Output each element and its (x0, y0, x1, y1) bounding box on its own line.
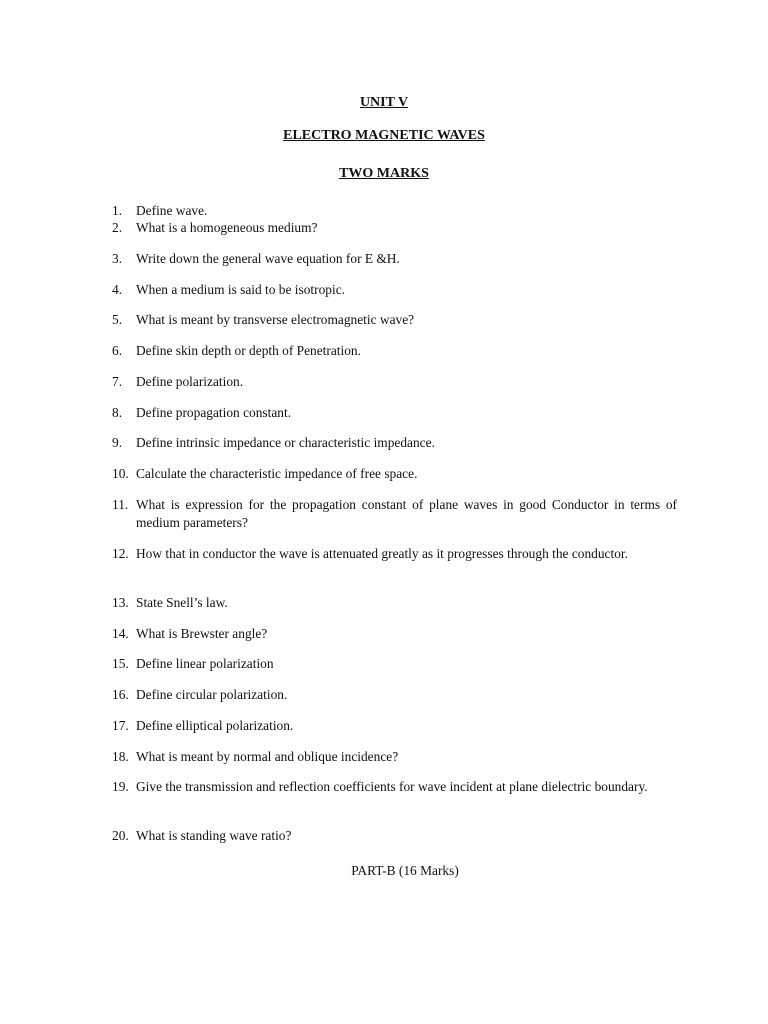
question-number: 18. (112, 749, 129, 764)
question-text: What is meant by transverse electromagnetic wave? (136, 312, 415, 327)
question-item (112, 594, 677, 612)
part-b-heading: PART-B (16 Marks) (351, 863, 459, 878)
question-text: Write down the general wave equation for E &H. (136, 251, 400, 266)
question-number: 17. (112, 718, 129, 733)
question-number: 13. (112, 595, 129, 610)
question-item (112, 373, 677, 391)
question-item (112, 342, 677, 360)
question-text: Define skin depth or depth of Penetration. (136, 343, 361, 358)
question-number: 4. (112, 282, 123, 297)
question-text: Define circular polarization. (136, 687, 288, 702)
question-text: Give the transmission and reflection coefficients for wave incident at plane dielectric boundary. (136, 779, 648, 794)
question-number: 3. (112, 251, 123, 266)
question-item (112, 717, 677, 735)
question-text: What is meant by normal and oblique incidence? (136, 749, 399, 764)
question-item (112, 281, 677, 299)
question-number: 9. (112, 435, 123, 450)
question-text: What is a homogeneous medium? (136, 220, 318, 235)
question-item (112, 625, 677, 643)
question-item (112, 686, 677, 704)
question-item (112, 655, 677, 673)
question-number: 10. (112, 466, 129, 481)
question-item (112, 219, 677, 237)
question-number: 1. (112, 203, 123, 218)
unit-heading: UNIT V (359, 95, 409, 110)
question-item (112, 404, 677, 422)
question-text: Define polarization. (136, 374, 244, 389)
question-item (112, 465, 677, 483)
question-text: Define propagation constant. (136, 405, 292, 420)
question-item (112, 202, 677, 220)
question-text: Define linear polarization (136, 656, 274, 671)
question-item (112, 250, 677, 268)
question-number: 15. (112, 656, 129, 671)
question-item (112, 434, 677, 452)
question-number: 19. (112, 779, 129, 794)
question-number: 16. (112, 687, 129, 702)
question-item (112, 545, 677, 563)
question-number: 11. (112, 497, 129, 512)
topic-heading: ELECTRO MAGNETIC WAVES (283, 128, 485, 143)
question-text: Define intrinsic impedance or characteristic impedance. (136, 435, 435, 450)
question-text: What is Brewster angle? (136, 626, 268, 641)
question-number: 14. (112, 626, 129, 641)
question-item (112, 311, 677, 329)
question-text: Define elliptical polarization. (136, 718, 294, 733)
question-text: Define wave. (136, 203, 208, 218)
question-number: 12. (112, 546, 129, 561)
question-item (112, 827, 677, 845)
question-text: When a medium is said to be isotropic. (136, 282, 345, 297)
question-item (112, 748, 677, 766)
question-text: State Snell’s law. (136, 595, 228, 610)
question-text: What is standing wave ratio? (136, 828, 292, 843)
question-number: 20. (112, 828, 129, 843)
question-number: 6. (112, 343, 123, 358)
question-number: 2. (112, 220, 123, 235)
question-number: 7. (112, 374, 123, 389)
section-heading: TWO MARKS (339, 166, 429, 181)
question-item (112, 778, 677, 796)
question-number: 5. (112, 312, 123, 327)
question-text: What is expression for the propagation constant of plane waves in good Conductor in terms of medium parameters? (136, 497, 677, 530)
question-text: Calculate the characteristic impedance of free space. (136, 466, 418, 481)
question-item (112, 496, 677, 532)
question-text: How that in conductor the wave is attenuated greatly as it progresses through the conductor. (136, 546, 628, 561)
question-number: 8. (112, 405, 123, 420)
